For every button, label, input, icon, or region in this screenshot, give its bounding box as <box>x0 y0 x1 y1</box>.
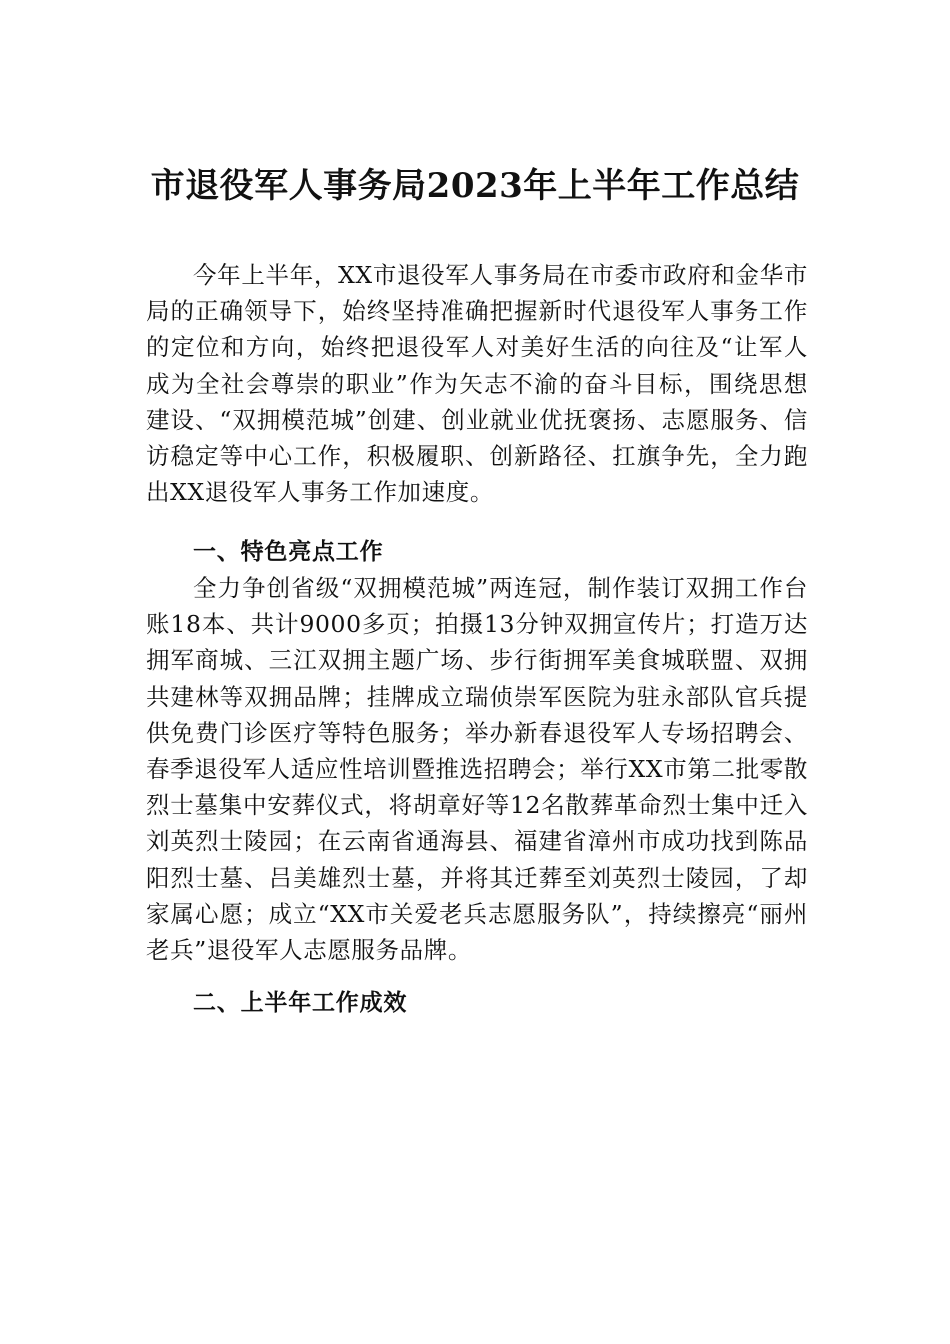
document-title: 市退役军人事务局2023年上半年工作总结 <box>150 166 800 206</box>
intro-paragraph: 今年上半年，XX市退役军人事务局在市委市政府和金华市局的正确领导下，始终坚持准确把握新时代退役军人事务工作的定位和方向，始终把退役军人对美好生活的向往及“让军人成为全社会尊崇的职业”作为矢志不渝的奋斗目标，围绕思想建设、“双拥模范城”创建、创业就业优抚褒扬、志愿服务、信访稳定等中心工作，积极履职、创新路径、扛旗争先，全力跑出XX退役军人事务工作加速度。 <box>146 261 808 507</box>
section-heading-highlights: 一、特色亮点工作 <box>193 539 384 565</box>
highlights-paragraph: 全力争创省级“双拥模范城”两连冠，制作装订双拥工作台账18本、共计9000多页；拍摄13分钟双拥宣传片；打造万达拥军商城、三江双拥主题广场、步行街拥军美食城联盟、双拥共建林等双拥品牌；挂牌成立瑞侦崇军医院为驻永部队官兵提供免费门诊医疗等特色服务；举办新春退役军人专场招聘会、春季退役军人适应性培训暨推选招聘会；举行XX市第二批零散烈士墓集中安葬仪式，将胡章好等12名散葬革命烈士集中迁入刘英烈士陵园；在云南省通海县、福建省漳州市成功找到陈品阳烈士墓、吕美雄烈士墓，并将其迁葬至刘英烈士陵园，了却家属心愿；成立“XX市关爱老兵志愿服务队”，持续擦亮“丽州老兵”退役军人志愿服务品牌。 <box>146 574 808 965</box>
section-heading-results: 二、上半年工作成效 <box>193 990 408 1016</box>
